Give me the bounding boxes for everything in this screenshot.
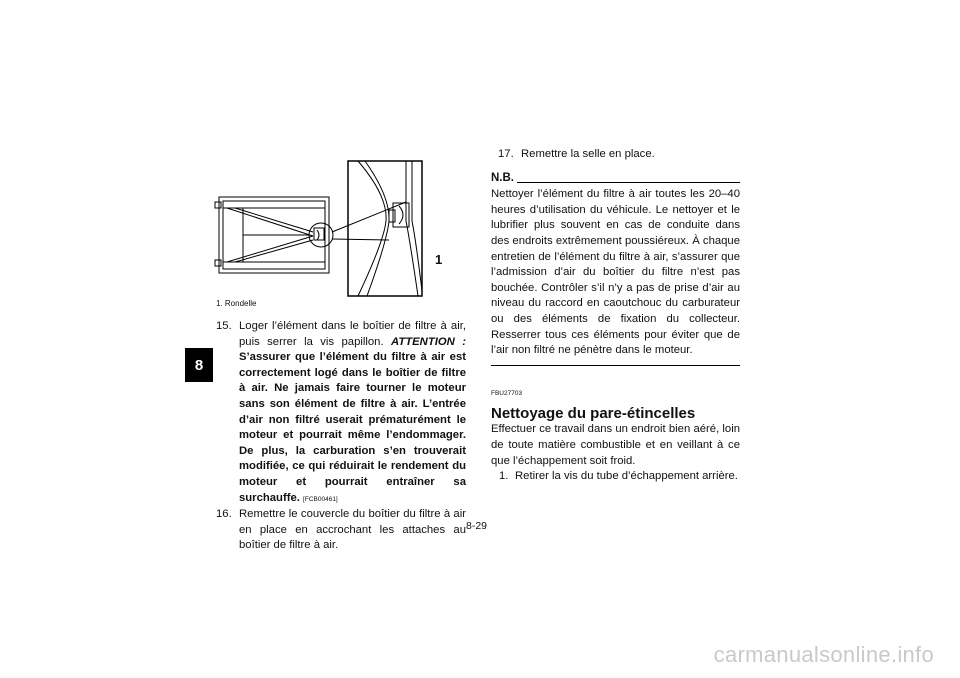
nb-text: Nettoyer l’élément du filtre à air toutes les 20–40 heures d’utilisation du véhicule. Le nettoyer et le lubrifier plus souvent en cas de conduite dans des endroits extrêmement poussiéreux. À chaque entretien de l’élément du filtre à air, s’assurer que l’admission d’air du boîtier du filtre n’est pas bouchée. Contrôler s’il n’y a pas de prise d’air au niveau du raccord en caoutchouc du carburateur ou des éléments de fixation du collecteur. Resserrer tous ces éléments pour éviter que de l’air non filtré ne pénètre dans le moteur. — [491, 188, 740, 357]
step-number: 1. — [499, 470, 509, 483]
step-text: Loger l’élément dans le boîtier de filtre à air, puis serrer la vis papillon. — [239, 320, 466, 348]
step-text: Remettre la selle en place. — [521, 148, 655, 160]
step-number: 15. — [216, 320, 232, 332]
step-16 — [216, 507, 466, 554]
warning-text: S’assurer que l’élément du filtre à air est correctement logé dans le boîtier de filtre à air. Ne jamais faire tourner le moteur sans son élément de filtre à air. L’entrée d’air non filtré userait prématurément le moteur et pourrait même l’endommager. De plus, la carburation s’en trouverait modifiée, ce qui réduirait le rendement du moteur et pourrait entraîner sa surchauffe. — [239, 351, 466, 504]
step-17 — [491, 147, 740, 163]
watermark: carmanualsonline.info — [713, 642, 934, 667]
page-number: 8-29 — [466, 520, 488, 532]
nb-header — [491, 171, 740, 187]
spark-arrester-illustration — [213, 160, 463, 302]
nb-label: N.B. — [491, 171, 514, 184]
warning-code: [FCB00461] — [303, 495, 338, 503]
attention-label: ATTENTION : — [391, 335, 466, 348]
section-title: Nettoyage du pare-étincelles — [491, 405, 696, 423]
step-body — [239, 319, 466, 507]
step-15 — [216, 319, 466, 507]
step-number: 16. — [216, 508, 232, 521]
left-column — [216, 319, 466, 554]
nb-end-rule — [491, 365, 740, 366]
step-1 — [491, 469, 740, 485]
nb-rule — [517, 181, 740, 183]
step-text: Remettre le couvercle du boîtier du filtre à air en place en accrochant les attaches au boîtier de filtre à air. — [239, 508, 466, 552]
figure-caption: 1. Rondelle — [216, 299, 257, 308]
callout-number: 1 — [435, 252, 443, 267]
section-intro: Effectuer ce travail dans un endroit bien aéré, loin de toute matière combustible et en veillant à ce que l’échappement soit froid. — [491, 423, 740, 467]
right-column — [491, 147, 740, 485]
chapter-tab: 8 — [185, 348, 213, 382]
step-text: Retirer la vis du tube d’échappement arrière. — [515, 470, 738, 483]
step-number: 17. — [498, 148, 514, 160]
section-code: FBU27703 — [491, 389, 523, 397]
